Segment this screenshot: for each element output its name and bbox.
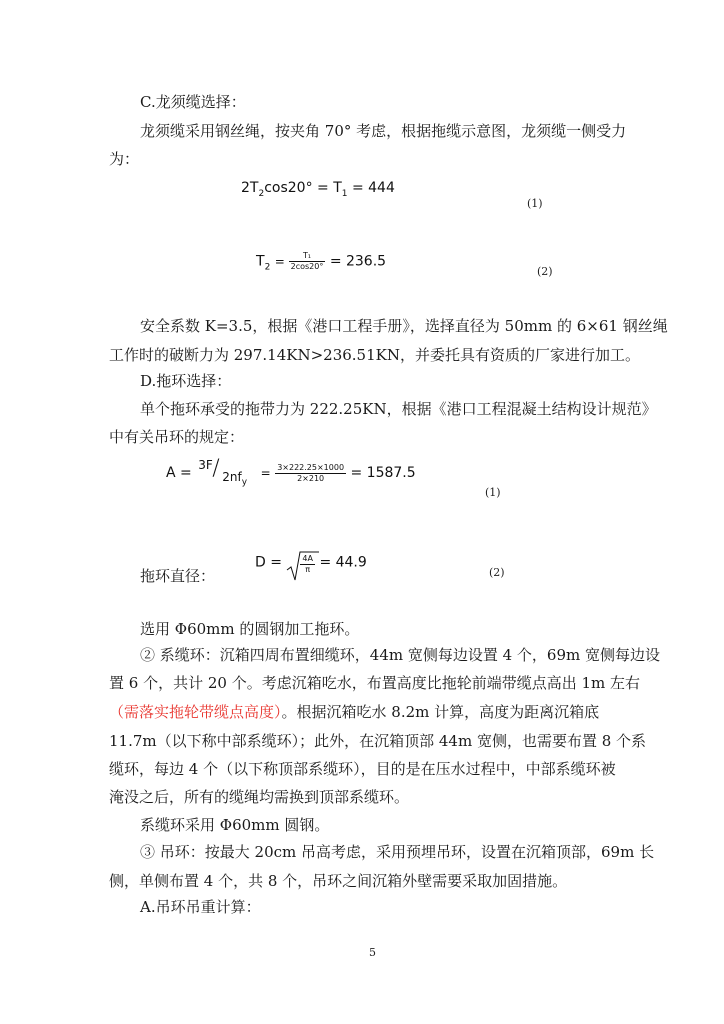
ring-diameter-label: 拖环直径：: [140, 567, 216, 585]
paragraph-line: 为：: [109, 150, 140, 168]
section-a-title: A.吊环吊重计算：: [140, 898, 261, 916]
page-number: 5: [369, 946, 376, 959]
equation-number: (1): [485, 486, 501, 499]
equation-3: A = 3F / $2nf_y$ = $\frac{3\times 222.25\times 1000}{2\times 210}$ = 1587.5: [166, 456, 416, 488]
paragraph-line: 淹没之后，所有的缆绳均需换到顶部系缆环。: [109, 788, 410, 806]
slash-fraction: 3F / $2nf_y$: [198, 456, 248, 488]
paragraph-line: ② 系缆环：沉箱四周布置细缆环，44m 宽侧每边设置 4 个，69m 宽侧每边设: [140, 646, 661, 664]
paragraph-line: ③ 吊环：按最大 20cm 吊高考虑，采用预埋吊环，设置在沉箱顶部，69m 长: [140, 843, 655, 861]
equation-1: $2T_2\cos 20^\circ = T_1 = 444$: [241, 180, 395, 199]
fraction: $\frac{3\times 222.25\times 1000}{2\times 210}$: [277, 462, 345, 483]
equation-number: (2): [537, 265, 553, 278]
equation-4: D = $\frac{4A}{\pi}$ = 44.9: [255, 550, 367, 584]
paragraph-line: （需落实拖轮带缆点高度）。根据沉箱吃水 8.2m 计算，高度为距离沉箱底: [109, 703, 600, 721]
paragraph-line: 单个拖环承受的拖带力为 222.25KN，根据《港口工程混凝土结构设计规范》: [140, 400, 657, 418]
equation-number: (2): [489, 566, 505, 579]
fraction: $\frac{\text{T₁}}{2\cos 20^\circ}$: [290, 251, 324, 271]
paragraph-line: 置 6 个，共计 20 个。考虑沉箱吃水，布置高度比拖轮前端带缆点高出 1m 左右: [109, 674, 641, 692]
paragraph-line: 系缆环采用 Φ60mm 圆钢。: [140, 816, 330, 834]
square-root: $\frac{4A}{\pi}$: [286, 550, 315, 575]
paragraph-line: 缆环，每边 4 个（以下称顶部系缆环），目的是在压水过程中，中部系缆环被: [109, 760, 616, 778]
paragraph-line: 中有关吊环的规定：: [109, 428, 245, 446]
section-c-title: C.龙须缆选择：: [140, 93, 246, 111]
section-d-title: D.拖环选择：: [140, 372, 232, 390]
paragraph-line: 选用 Φ60mm 的圆钢加工拖环。: [140, 620, 360, 638]
paragraph-line: 安全系数 K=3.5，根据《港口工程手册》，选择直径为 50mm 的 6×61 钢丝绳: [140, 317, 668, 335]
paragraph-line: 龙须缆采用钢丝绳，按夹角 70° 考虑，根据拖缆示意图，龙须缆一侧受力: [140, 122, 627, 140]
equation-number: (1): [527, 197, 543, 210]
paragraph-line: 工作时的破断力为 297.14KN>236.51KN，并委托具有资质的厂家进行加工。: [109, 346, 640, 364]
highlighted-note: （需落实拖轮带缆点高度）: [109, 703, 282, 721]
equation-2: $T_2$ = $\frac{\text{T₁}}{2\cos 20^\circ}$ = 236.5: [256, 251, 387, 273]
paragraph-line: 侧，单侧布置 4 个，共 8 个，吊环之间沉箱外壁需要采取加固措施。: [109, 872, 568, 890]
paragraph-line: 11.7m（以下称中部系缆环）；此外，在沉箱顶部 44m 宽侧，也需要布置 8 个系: [109, 732, 647, 750]
